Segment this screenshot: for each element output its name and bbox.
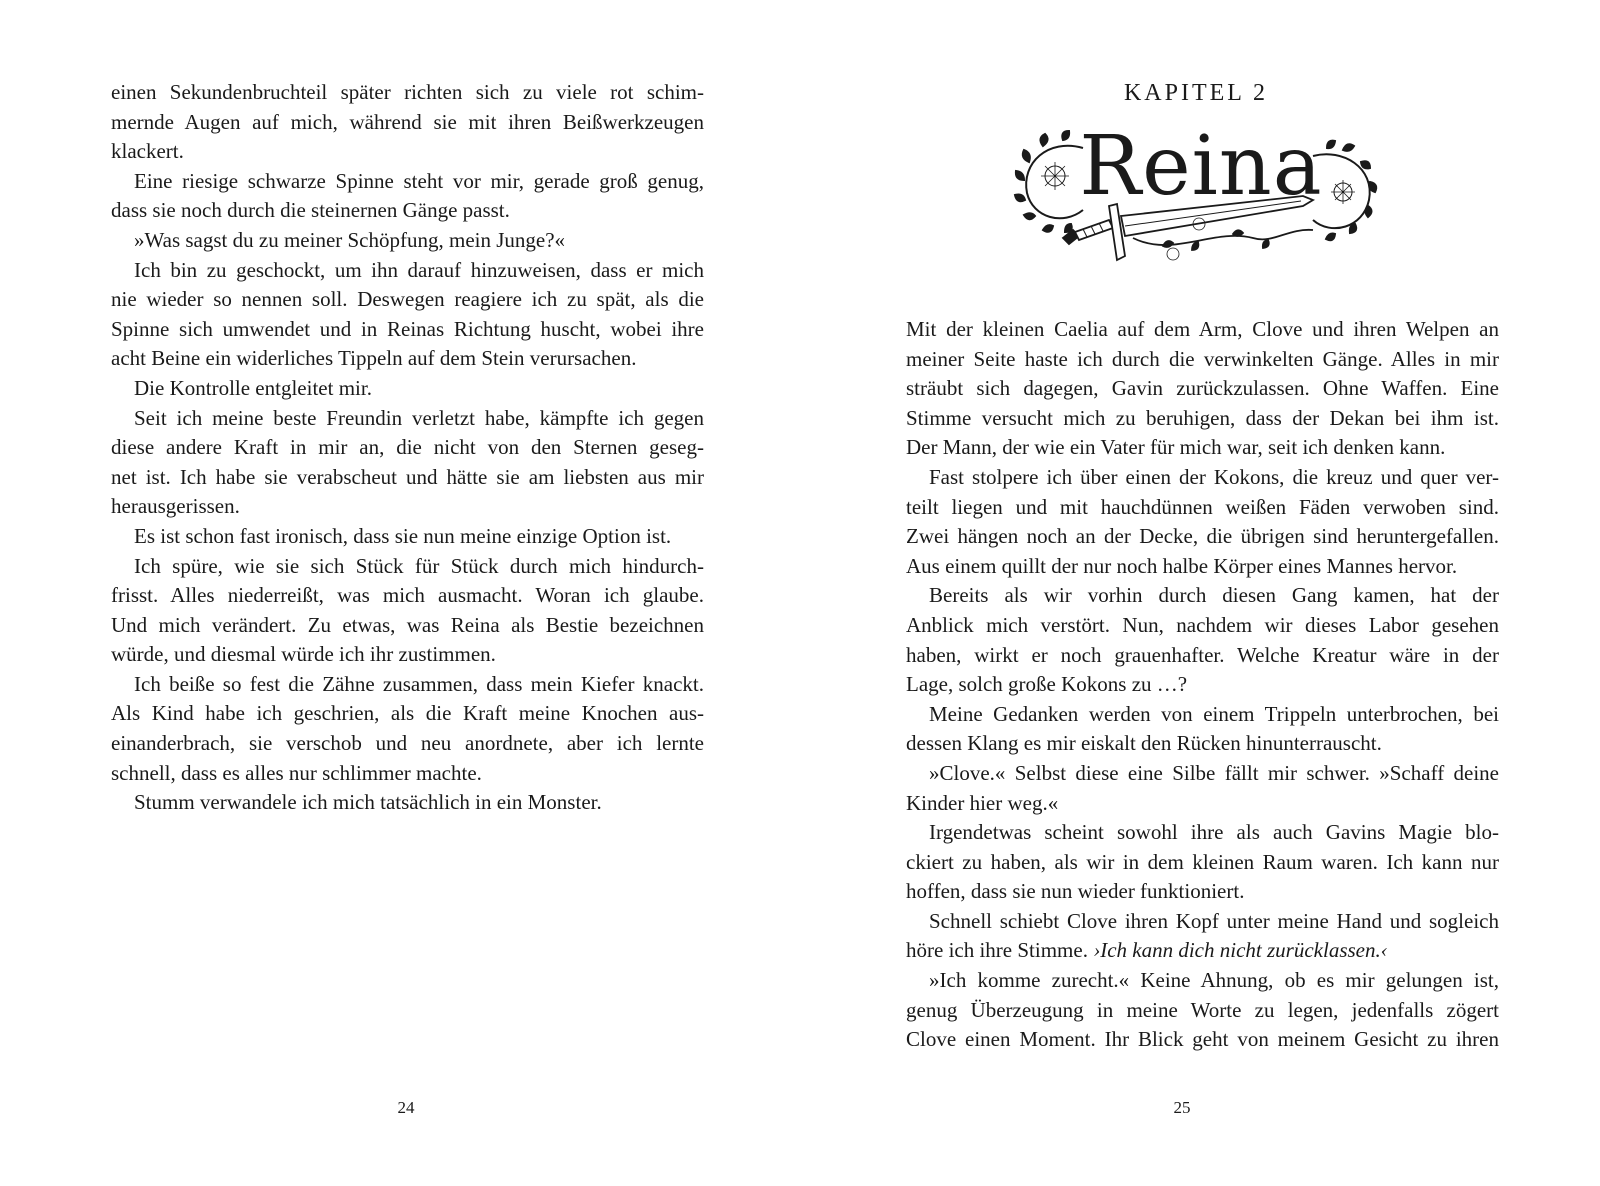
text-line bbox=[906, 493, 1499, 523]
text-line-content: nie wieder so nennen soll. Deswegen reagiere ich zu spät, als die bbox=[111, 287, 704, 312]
text-line bbox=[906, 404, 1499, 434]
text-line-content: schnell, dass es alles nur schlimmer machte. bbox=[111, 760, 482, 785]
text-line bbox=[906, 552, 1499, 582]
text-line bbox=[906, 374, 1499, 404]
text-line-content: höre ich ihre Stimme. bbox=[906, 938, 1094, 963]
text-line-content: Eine riesige schwarze Spinne steht vor mir, gerade groß genug, bbox=[134, 168, 704, 193]
laurel-wreath-left-icon bbox=[1015, 131, 1083, 232]
text-line bbox=[906, 522, 1499, 552]
text-line bbox=[111, 285, 704, 315]
text-line bbox=[111, 759, 704, 789]
page-number-right: 25 bbox=[1173, 1098, 1191, 1117]
text-line-content: Seit ich meine beste Freundin verletzt habe, kämpfte ich gegen bbox=[134, 405, 704, 430]
text-line bbox=[111, 433, 704, 463]
text-line bbox=[111, 404, 704, 434]
text-line bbox=[111, 196, 704, 226]
text-line bbox=[111, 167, 704, 197]
text-line-content: einanderbrach, sie verschob und neu anordnete, aber ich lernte bbox=[111, 731, 704, 756]
text-line bbox=[111, 581, 704, 611]
text-line-content: Irgendetwas scheint sowohl ihre als auch Gavins Magie blo- bbox=[929, 820, 1499, 845]
left-page-text bbox=[111, 78, 704, 818]
text-line-content: genug Überzeugung in meine Worte zu legen, jedenfalls zögert bbox=[906, 997, 1499, 1022]
text-line-content: Aus einem quillt der nur noch halbe Körper eines Mannes hervor. bbox=[906, 553, 1458, 578]
text-line-content: ckiert zu haben, als wir in dem kleinen Raum waren. Ich kann nur bbox=[906, 849, 1499, 874]
text-line-content: Kinder hier weg.« bbox=[906, 790, 1059, 815]
text-line-content: Die Kontrolle entgleitet mir. bbox=[134, 375, 372, 400]
chapter-title-ornament bbox=[1013, 118, 1389, 278]
text-line-content: »Ich komme zurecht.« Keine Ahnung, ob es mir gelungen ist, bbox=[929, 968, 1499, 993]
text-line-content: acht Beine ein widerliches Tippeln auf dem Stein verursachen. bbox=[111, 346, 637, 371]
text-line-content: net ist. Ich habe sie verabscheut und hätte sie am liebsten aus mir bbox=[111, 464, 704, 489]
text-line bbox=[906, 966, 1499, 996]
text-line-content: klackert. bbox=[111, 139, 184, 164]
text-line-content: Ich bin zu geschockt, um ihn darauf hinzuweisen, dass er mich bbox=[134, 257, 704, 282]
text-line bbox=[111, 699, 704, 729]
text-line-content: Stumm verwandele ich mich tatsächlich in ein Monster. bbox=[134, 790, 602, 815]
text-line-content: Ich beiße so fest die Zähne zusammen, dass mein Kiefer knackt. bbox=[134, 671, 704, 696]
text-line bbox=[906, 700, 1499, 730]
text-line-content: mernde Augen auf mich, während sie mit ihren Beißwerkzeugen bbox=[111, 109, 704, 134]
italic-thought: ›Ich kann dich nicht zurücklassen.‹ bbox=[1093, 938, 1388, 963]
text-line bbox=[111, 788, 704, 818]
text-line bbox=[111, 611, 704, 641]
text-line bbox=[906, 1025, 1499, 1055]
text-line bbox=[111, 374, 704, 404]
text-line-content: Spinne sich umwendet und in Reinas Richtung huscht, wobei ihre bbox=[111, 316, 704, 341]
text-line-content: diese andere Kraft in mir an, die nicht von den Sternen geseg- bbox=[111, 435, 704, 460]
text-line bbox=[906, 759, 1499, 789]
text-line-content: einen Sekundenbruchteil später richten sich zu viele rot schim- bbox=[111, 80, 704, 104]
text-line-content: Bereits als wir vorhin durch diesen Gang kamen, hat der bbox=[929, 583, 1499, 608]
text-line bbox=[111, 78, 704, 108]
text-line-content: dessen Klang es mir eiskalt den Rücken hinunterrauscht. bbox=[906, 731, 1382, 756]
text-line bbox=[906, 345, 1499, 375]
text-line-content: Lage, solch große Kokons zu …? bbox=[906, 672, 1188, 697]
text-line bbox=[906, 848, 1499, 878]
right-page-text bbox=[906, 315, 1499, 1055]
text-line bbox=[111, 226, 704, 256]
text-line bbox=[111, 344, 704, 374]
text-line bbox=[111, 108, 704, 138]
text-line-content: Stimme versucht mich zu beruhigen, dass der Dekan bei ihm ist. bbox=[906, 405, 1499, 430]
text-line-content: meiner Seite haste ich durch die verwinkelten Gänge. Alles in mir bbox=[906, 346, 1499, 371]
text-line-content: haben, wirkt er noch grauenhafter. Welche Kreatur wäre in der bbox=[906, 642, 1499, 667]
text-line bbox=[906, 611, 1499, 641]
text-line-content: »Was sagst du zu meiner Schöpfung, mein Junge?« bbox=[134, 227, 566, 252]
text-line bbox=[906, 789, 1499, 819]
text-line-content: Anblick mich verstört. Nun, nachdem wir dieses Labor gesehen bbox=[906, 612, 1499, 637]
text-line bbox=[111, 463, 704, 493]
text-line bbox=[906, 315, 1499, 345]
text-line-content: Zwei hängen noch an der Decke, die übrigen sind heruntergefallen. bbox=[906, 524, 1499, 549]
text-line-content: Ich spüre, wie sie sich Stück für Stück durch mich hindurch- bbox=[134, 553, 704, 578]
text-line-content: teilt liegen und mit hauchdünnen weißen Fäden verwoben sind. bbox=[906, 494, 1499, 519]
text-line bbox=[906, 463, 1499, 493]
text-line-content: »Clove.« Selbst diese eine Silbe fällt mir schwer. »Schaff deine bbox=[929, 760, 1499, 785]
text-line bbox=[111, 492, 704, 522]
text-line bbox=[906, 641, 1499, 671]
text-line bbox=[906, 996, 1499, 1026]
text-line bbox=[111, 315, 704, 345]
text-line bbox=[906, 877, 1499, 907]
text-line-content: frisst. Alles niederreißt, was mich ausmacht. Woran ich glaube. bbox=[111, 583, 704, 608]
text-line bbox=[906, 670, 1499, 700]
text-line bbox=[111, 640, 704, 670]
text-line-content: dass sie noch durch die steinernen Gänge passt. bbox=[111, 198, 510, 223]
chapter-label: KAPITEL 2 bbox=[1123, 80, 1269, 106]
text-line-content: hoffen, dass sie nun wieder funktioniert. bbox=[906, 879, 1245, 904]
page-number-left: 24 bbox=[397, 1098, 415, 1117]
text-line bbox=[906, 936, 1499, 966]
right-page bbox=[800, 0, 1600, 1186]
text-line bbox=[111, 729, 704, 759]
text-line bbox=[111, 137, 704, 167]
text-line-content: sträubt sich dagegen, Gavin zurückzulassen. Ohne Waffen. Eine bbox=[906, 376, 1499, 401]
text-line bbox=[906, 729, 1499, 759]
text-line-content: Und mich verändert. Zu etwas, was Reina als Bestie bezeichnen bbox=[111, 612, 704, 637]
text-line-content: würde, und diesmal würde ich ihr zustimmen. bbox=[111, 642, 496, 667]
text-line-content: herausgerissen. bbox=[111, 494, 240, 519]
text-line bbox=[906, 581, 1499, 611]
text-line bbox=[906, 433, 1499, 463]
text-line bbox=[906, 907, 1499, 937]
text-line-content: Es ist schon fast ironisch, dass sie nun meine einzige Option ist. bbox=[134, 523, 672, 548]
text-line bbox=[111, 256, 704, 286]
text-line-content: Clove einen Moment. Ihr Blick geht von meinem Gesicht zu ihren bbox=[906, 1027, 1499, 1052]
text-line bbox=[906, 818, 1499, 848]
text-line bbox=[111, 522, 704, 552]
text-line-content: Als Kind habe ich geschrien, als die Kraft meine Knochen aus- bbox=[111, 701, 704, 726]
chapter-title: Reina bbox=[1079, 119, 1323, 214]
text-line-content: Der Mann, der wie ein Vater für mich war, seit ich denken kann. bbox=[906, 435, 1446, 460]
text-line bbox=[111, 670, 704, 700]
text-line-content: Schnell schiebt Clove ihren Kopf unter meine Hand und sogleich bbox=[929, 908, 1499, 933]
text-line-content: Meine Gedanken werden von einem Trippeln unterbrochen, bei bbox=[929, 701, 1499, 726]
text-line bbox=[111, 552, 704, 582]
text-line-content: Fast stolpere ich über einen der Kokons, die kreuz und quer ver- bbox=[929, 464, 1499, 489]
text-line-content: Mit der kleinen Caelia auf dem Arm, Clove und ihren Welpen an bbox=[906, 317, 1499, 341]
